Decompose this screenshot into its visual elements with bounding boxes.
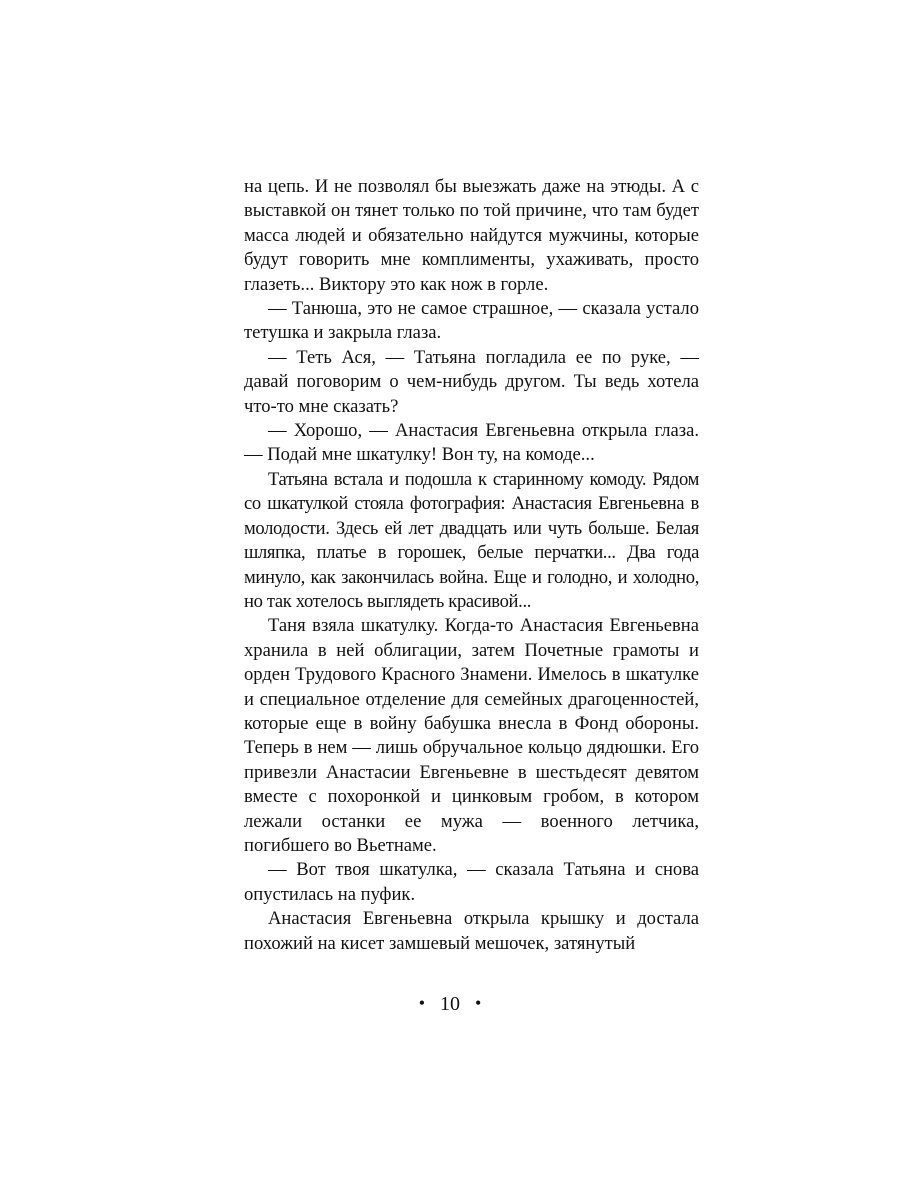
paragraph-8: Анастасия Евгеньевна открыла крышку и достала похожий на кисет замшевый мешочек, затянутый (244, 908, 699, 954)
page-number: 10 (440, 993, 460, 1015)
paragraph-5: Татьяна встала и подошла к старинному комоду. Рядом со шкатулкой стояла фотография: Анастасия Евгеньевна в молодости. Здесь ей лет двадцать или чуть больше. Белая шляпка, платье в горошек, белые перчатки... Два года минуло, как закончилась война. Еще и голодно, и холодно, но так хотелось выглядеть красивой... (244, 468, 699, 612)
body-text (244, 175, 699, 956)
paragraph-3: — Теть Ася, — Татьяна погладила ее по руке, — давай поговорим о чем-нибудь другом. Ты ведь хотела что-то мне сказать? (244, 346, 699, 417)
paragraph-6: Таня взяла шкатулку. Когда-то Анастасия Евгеньевна хранила в ней облигации, затем Почетные грамоты и орден Трудового Красного Знамени. Имелось в шкатулке и специальное отделение для семейных драгоценностей, которые еще в войну бабушка внесла в Фонд обороны. Теперь в нем — лишь обручальное кольцо дядюшки. Его привезли Анастасии Евгеньевне в шестьдесят девятом вместе с похоронкой и цинковым гробом, в котором лежали останки ее мужа — военного летчика, погибшего во Вьетнаме. (244, 615, 699, 856)
page-footer (0, 990, 900, 1017)
paragraph-2: — Танюша, это не самое страшное, — сказала устало тетушка и закрыла глаза. (244, 298, 699, 344)
paragraph-1: на цепь. И не позволял бы выезжать даже на этюды. А с выставкой он тянет только по той причине, что там будет масса людей и обязательно найдутся мужчины, которые будут говорить мне комплименты, ухаживать, просто глазеть... Виктору это как нож в горле. (244, 176, 699, 295)
page-number-marker-right: • (475, 993, 482, 1013)
page-number-marker-left: • (418, 993, 425, 1013)
paragraph-4: — Хорошо, — Анастасия Евгеньевна открыла глаза. — Подай мне шкатулку! Вон ту, на комоде... (244, 420, 699, 466)
paragraph-7: — Вот твоя шкатулка, — сказала Татьяна и снова опустилась на пуфик. (244, 859, 699, 905)
